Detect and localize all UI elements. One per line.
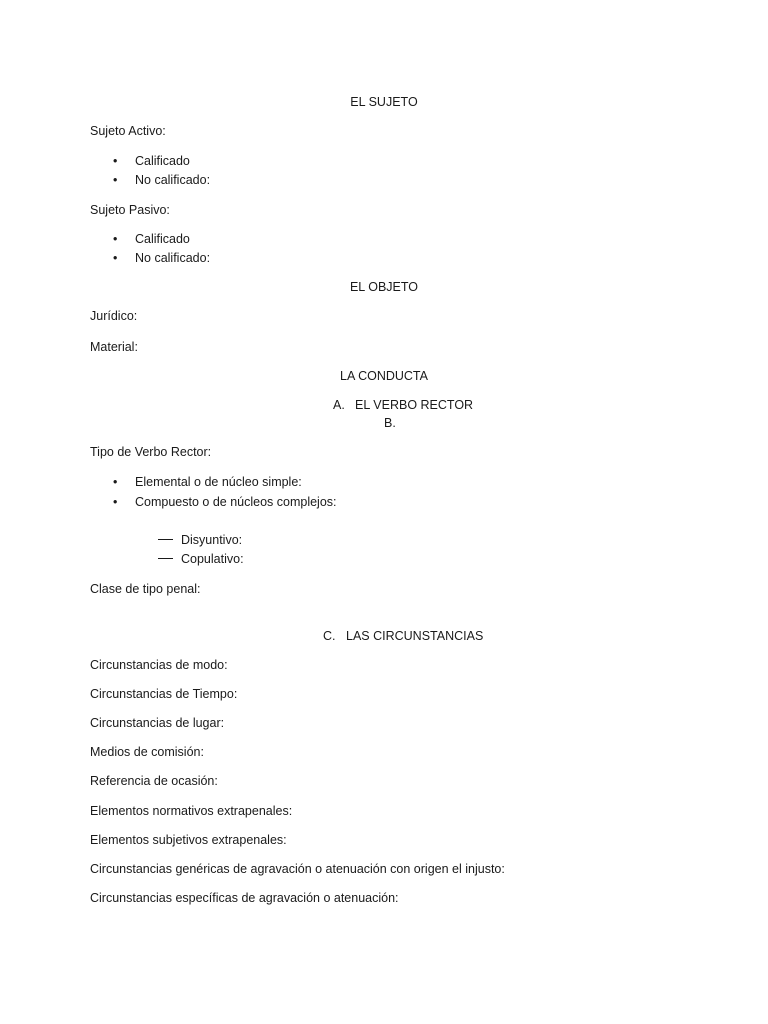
section-title-verbo-rector: EL VERBO RECTOR [355,398,474,412]
list-item: Elemental o de núcleo simple: [135,475,302,489]
circunstancia-item: Referencia de ocasión: [90,774,218,788]
sub-list-item: Copulativo: [181,552,244,566]
enum-letter-c: C. [323,629,336,643]
bullet-icon: • [113,232,118,246]
circunstancia-item: Circunstancias específicas de agravación o atenuación: [90,891,399,905]
tipo-verbo-label: Tipo de Verbo Rector: [90,445,212,459]
sujeto-activo-label: Sujeto Activo: [90,124,166,138]
circunstancia-item: Elementos normativos extrapenales: [90,804,293,818]
sub-list-item: Disyuntivo: [181,533,243,547]
section-title-circunstancias: LAS CIRCUNSTANCIAS [346,629,484,643]
clase-tipo-penal-label: Clase de tipo penal: [90,582,201,596]
sujeto-pasivo-label: Sujeto Pasivo: [90,203,170,217]
list-item: Compuesto o de núcleos complejos: [135,495,337,509]
list-item: Calificado [135,154,190,168]
dash-icon [158,558,173,559]
circunstancia-item: Circunstancias de lugar: [90,716,225,730]
circunstancia-item: Circunstancias de modo: [90,658,228,672]
objeto-juridico-label: Jurídico: [90,309,138,323]
bullet-icon: • [113,154,118,168]
enum-letter-b: B. [384,416,396,430]
section-title-conducta: LA CONDUCTA [340,369,428,383]
bullet-icon: • [113,251,118,265]
bullet-icon: • [113,173,118,187]
circunstancia-item: Circunstancias de Tiempo: [90,687,238,701]
dash-icon [158,539,173,540]
section-title-objeto: EL OBJETO [349,280,419,294]
circunstancia-item: Circunstancias genéricas de agravación o atenuación con origen el injusto: [90,862,505,876]
bullet-icon: • [113,475,118,489]
circunstancia-item: Medios de comisión: [90,745,204,759]
objeto-material-label: Material: [90,340,138,354]
section-title-sujeto: EL SUJETO [350,95,418,109]
list-item: No calificado: [135,173,211,187]
bullet-icon: • [113,495,118,509]
list-item: No calificado: [135,251,211,265]
circunstancia-item: Elementos subjetivos extrapenales: [90,833,287,847]
list-item: Calificado [135,232,190,246]
enum-letter-a: A. [333,398,345,412]
